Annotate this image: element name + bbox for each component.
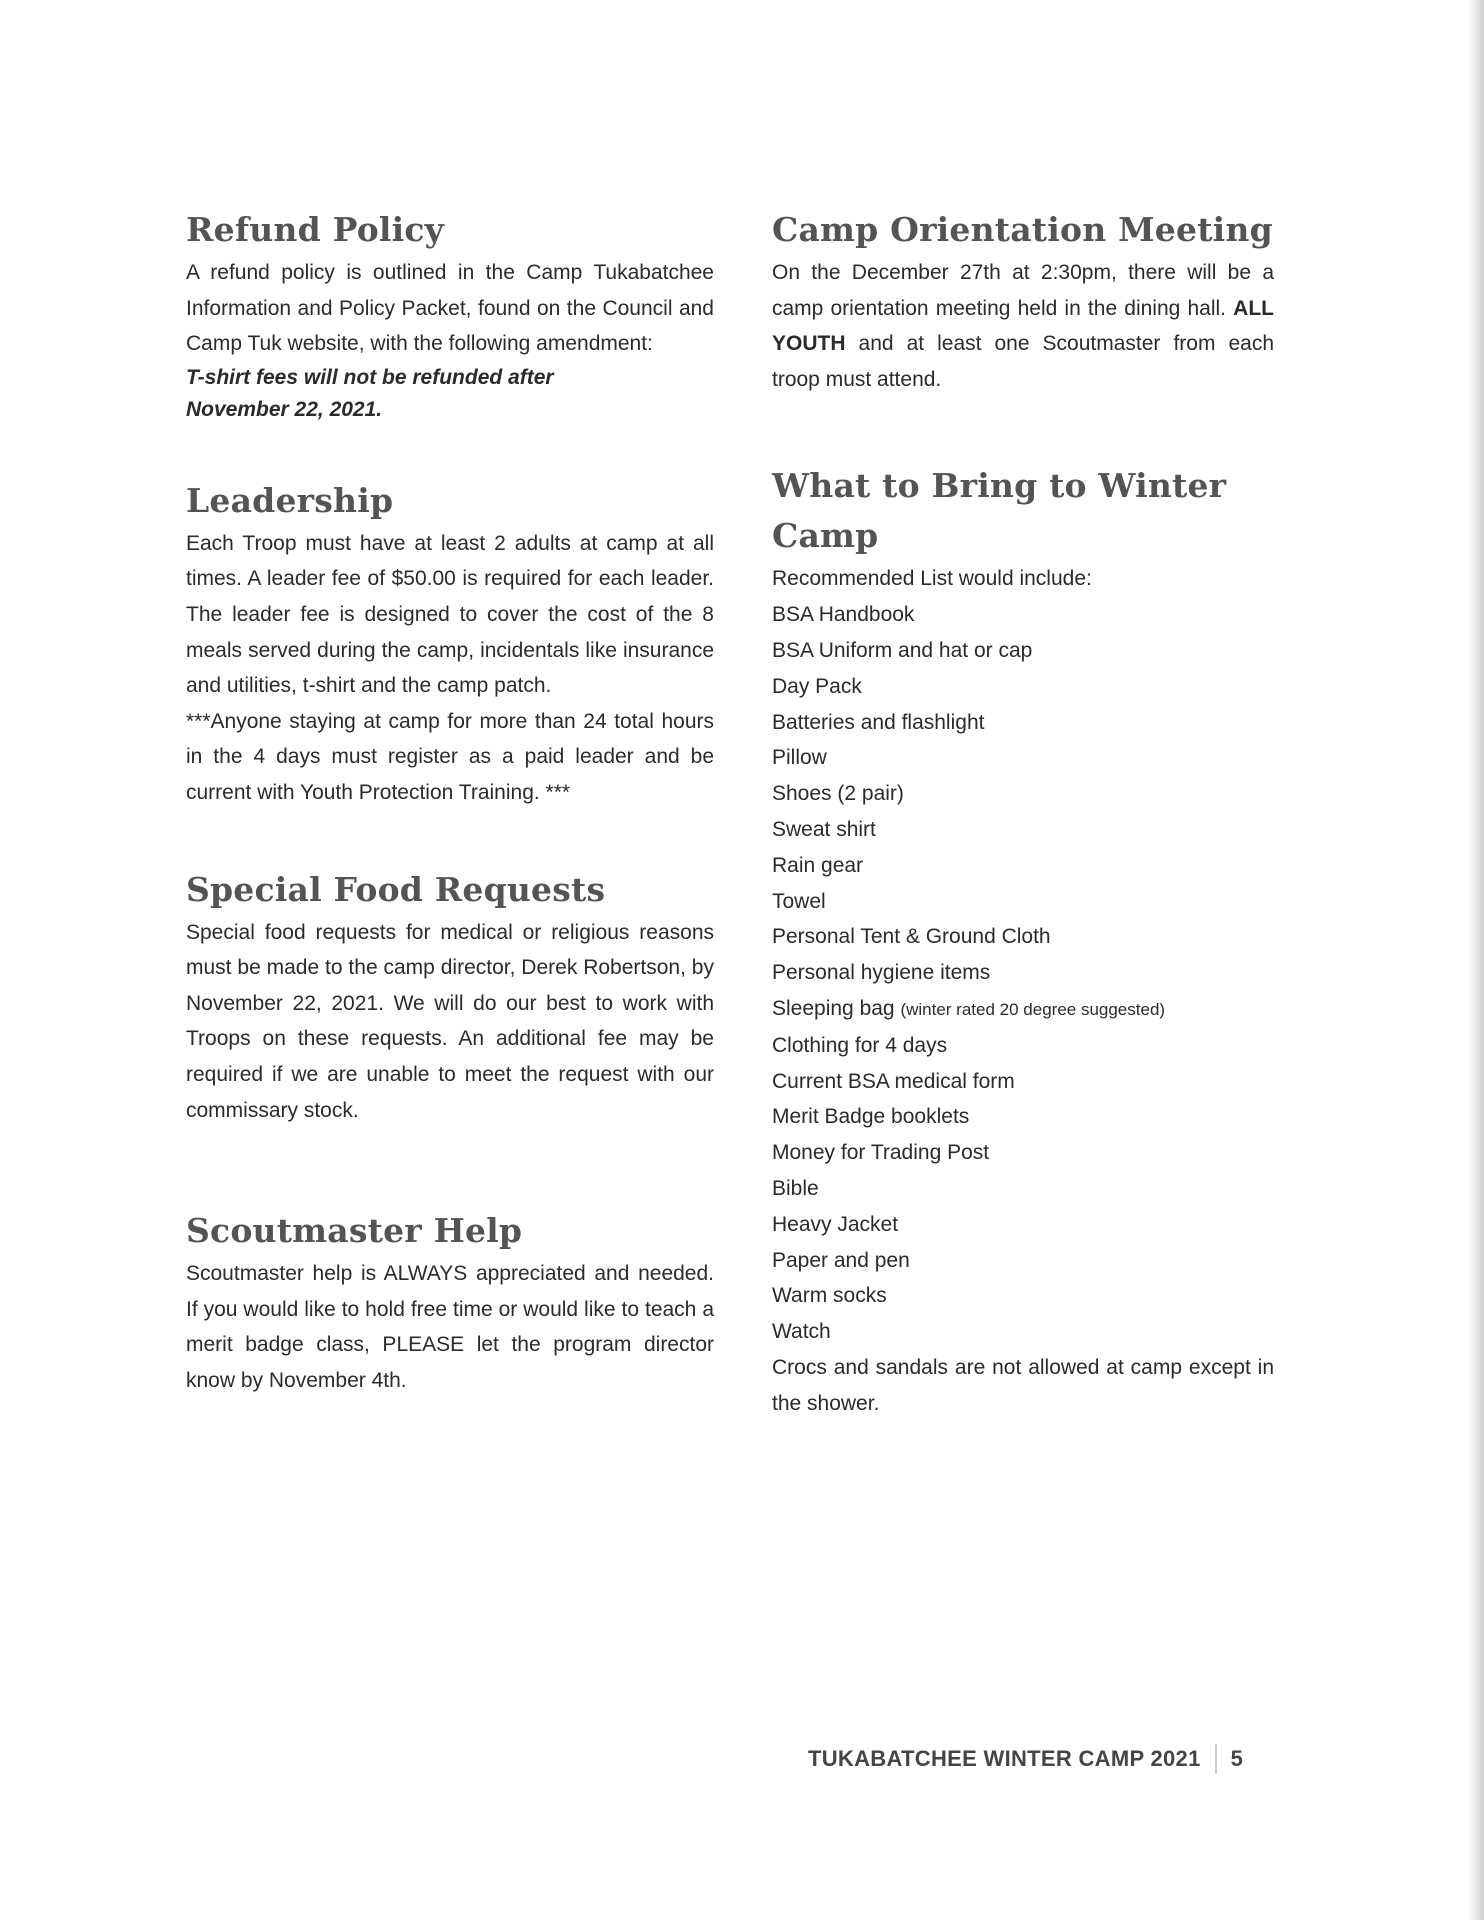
what-to-bring-section [772, 461, 1274, 1421]
special-food-body: Special food requests for medical or religious reasons must be made to the camp director, Derek Robertson, by November 22, 2021. We will do our best to work with Troops on these requests. An additional fee may be required if we are unable to meet the request with our commissary stock. [186, 920, 714, 1122]
orientation-section [772, 205, 1274, 397]
leadership-section [186, 476, 714, 811]
special-food-section [186, 865, 714, 1129]
scoutmaster-help-section [186, 1206, 714, 1398]
what-to-bring-heading [772, 461, 1274, 561]
list-item: Current BSA medical form [772, 1069, 1015, 1093]
page-number: 5 [1230, 1746, 1244, 1771]
tshirt-refund-note-line2: November 22, 2021. [186, 397, 383, 421]
list-item: Sweat shirt [772, 817, 876, 841]
packing-list-intro: Recommended List would include: [772, 567, 1092, 591]
scoutmaster-help-body: Scoutmaster help is ALWAYS appreciated and needed. If you would like to hold free time or would like to teach a merit badge class, PLEASE let the program director know by November 4th. [186, 1262, 714, 1392]
list-item: Day Pack [772, 674, 862, 698]
list-item: Rain gear [772, 853, 864, 877]
list-item: BSA Uniform and hat or cap [772, 638, 1033, 662]
list-item: Watch [772, 1320, 831, 1344]
left-column [186, 205, 714, 1398]
list-item: Heavy Jacket [772, 1212, 899, 1236]
list-item: Pillow [772, 746, 827, 770]
scoutmaster-help-heading: Scoutmaster Help [186, 1211, 523, 1251]
what-to-bring-heading-line2: Camp [772, 516, 879, 556]
list-item: Personal hygiene items [772, 961, 991, 985]
page-footer [808, 1744, 1243, 1774]
list-item: Clothing for 4 days [772, 1033, 948, 1057]
footer-divider [1215, 1744, 1217, 1774]
refund-policy-body: A refund policy is outlined in the Camp Tukabatchee Information and Policy Packet, found on the Council and Camp Tuk website, with the following amendment: [186, 261, 714, 356]
packing-list [772, 561, 1274, 1350]
refund-policy-section [186, 205, 714, 426]
orientation-heading: Camp Orientation Meeting [772, 210, 1273, 249]
list-item: Personal Tent & Ground Cloth [772, 925, 1051, 949]
tshirt-refund-note [186, 362, 714, 426]
list-item: Bible [772, 1176, 819, 1200]
special-food-heading: Special Food Requests [186, 869, 606, 909]
orientation-body [772, 255, 1274, 397]
tshirt-refund-note-line1: T-shirt fees will not be refunded after [186, 365, 554, 389]
sleeping-bag-label: Sleeping bag [772, 996, 895, 1020]
list-item: Merit Badge booklets [772, 1105, 970, 1129]
orientation-body-end: and at least one Scoutmaster from each troop must attend. [772, 332, 1275, 391]
footwear-note: Crocs and sandals are not allowed at camp except in the shower. [772, 1355, 1274, 1415]
what-to-bring-heading-line1: What to Bring to Winter [772, 466, 1227, 506]
all-youth-emphasis: ALL YOUTH [772, 296, 1274, 356]
list-item: Shoes (2 pair) [772, 782, 904, 806]
list-item: Batteries and flashlight [772, 710, 985, 734]
list-item: Paper and pen [772, 1248, 910, 1272]
page-edge-shadow [1468, 0, 1484, 1920]
right-column [772, 205, 1274, 1421]
list-item: Money for Trading Post [772, 1141, 990, 1165]
leadership-heading: Leadership [186, 480, 394, 520]
orientation-body-start: On the December 27th at 2:30pm, there will be a camp orientation meeting held in the dining hall. [772, 261, 1274, 320]
sleeping-bag-note: (winter rated 20 degree suggested) [900, 999, 1166, 1019]
list-item: Warm socks [772, 1284, 887, 1308]
leadership-paragraph: Each Troop must have at least 2 adults at camp at all times. A leader fee of $50.00 is required for each leader. The leader fee is designed to cover the cost of the 8 meals served during the camp, incidentals like insurance and utilities, t-shirt and the camp patch. [186, 531, 714, 698]
leadership-registration-note: ***Anyone staying at camp for more than 24 total hours in the 4 days must register as a paid leader and be current with Youth Protection Training. *** [186, 709, 714, 804]
list-item: Towel [772, 889, 826, 913]
footer-title: TUKABATCHEE WINTER CAMP 2021 [808, 1746, 1201, 1771]
refund-policy-heading: Refund Policy [186, 210, 445, 249]
list-item-sleeping-bag [772, 991, 1274, 1028]
list-item: BSA Handbook [772, 603, 915, 627]
